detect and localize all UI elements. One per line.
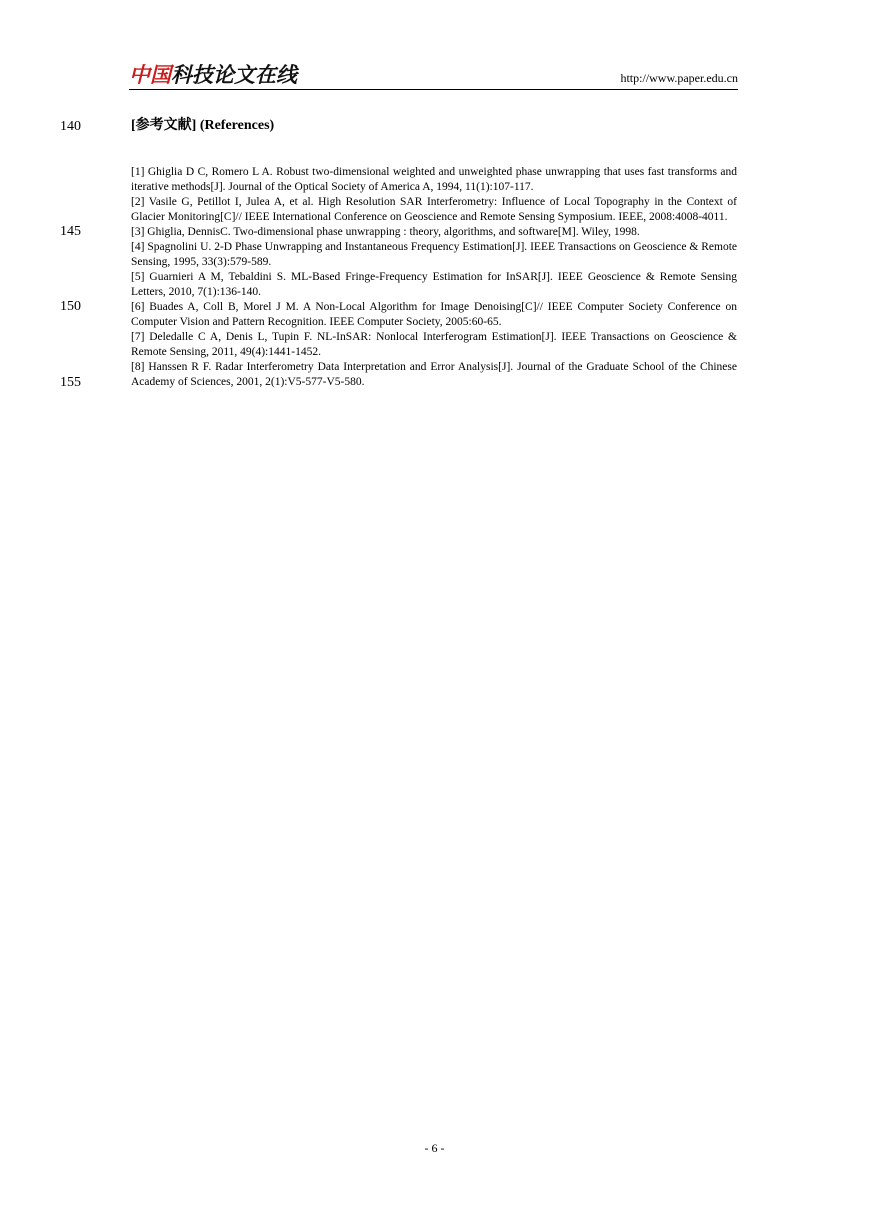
reference-item: [1] Ghiglia D C, Romero L A. Robust two-dimensional weighted and unweighted phase unwrapping that uses fast transforms and iterative methods[J]. Journal of the Optical Society of America A, 1994, 11(1):107-117. <box>131 166 737 193</box>
reference-item: [3] Ghiglia, DennisC. Two-dimensional phase unwrapping : theory, algorithms, and software[M]. Wiley, 1998. <box>131 226 640 238</box>
header-url: http://www.paper.edu.cn <box>620 71 738 85</box>
reference-item: [2] Vasile G, Petillot I, Julea A, et al. High Resolution SAR Interferometry: Influence of Local Topography in the Context of Glacier Monitoring[C]// IEEE International Conference on Geoscience and Remote Sensing Symposium. IEEE, 2008:4008-4011. <box>131 196 737 223</box>
page-header <box>129 62 738 90</box>
site-logo <box>129 62 297 88</box>
references-heading: [参考文献] (References) <box>131 118 275 133</box>
line-number: 150 <box>60 299 81 314</box>
page-number: - 6 - <box>424 1141 445 1155</box>
logo-text-red: 中国 <box>129 63 171 87</box>
reference-item: [7] Deledalle C A, Denis L, Tupin F. NL-InSAR: Nonlocal Interferogram Estimation[J]. IEEE Transactions on Geoscience & Remote Sensing, 2011, 49(4):1441-1452. <box>131 331 737 358</box>
line-number: 140 <box>60 119 81 134</box>
reference-item: [5] Guarnieri A M, Tebaldini S. ML-Based Fringe-Frequency Estimation for InSAR[J]. IEEE Geoscience & Remote Sensing Letters, 2010, 7(1):136-140. <box>131 271 737 298</box>
reference-item: [4] Spagnolini U. 2-D Phase Unwrapping and Instantaneous Frequency Estimation[J]. IEEE Transactions on Geoscience & Remote Sensing, 1995, 33(3):579-589. <box>131 241 737 268</box>
logo-text-black: 科技论文在线 <box>171 63 297 87</box>
reference-item: [8] Hanssen R F. Radar Interferometry Data Interpretation and Error Analysis[J]. Journal of the Graduate School of the Chinese Academy of Sciences, 2001, 2(1):V5-577-V5-580. <box>131 361 737 388</box>
reference-item: [6] Buades A, Coll B, Morel J M. A Non-Local Algorithm for Image Denoising[C]// IEEE Computer Society Conference on Computer Vision and Pattern Recognition. IEEE Computer Society, 2005:60-65. <box>131 301 737 328</box>
reference-list <box>131 165 737 390</box>
line-number: 145 <box>60 224 81 239</box>
line-number: 155 <box>60 375 81 390</box>
